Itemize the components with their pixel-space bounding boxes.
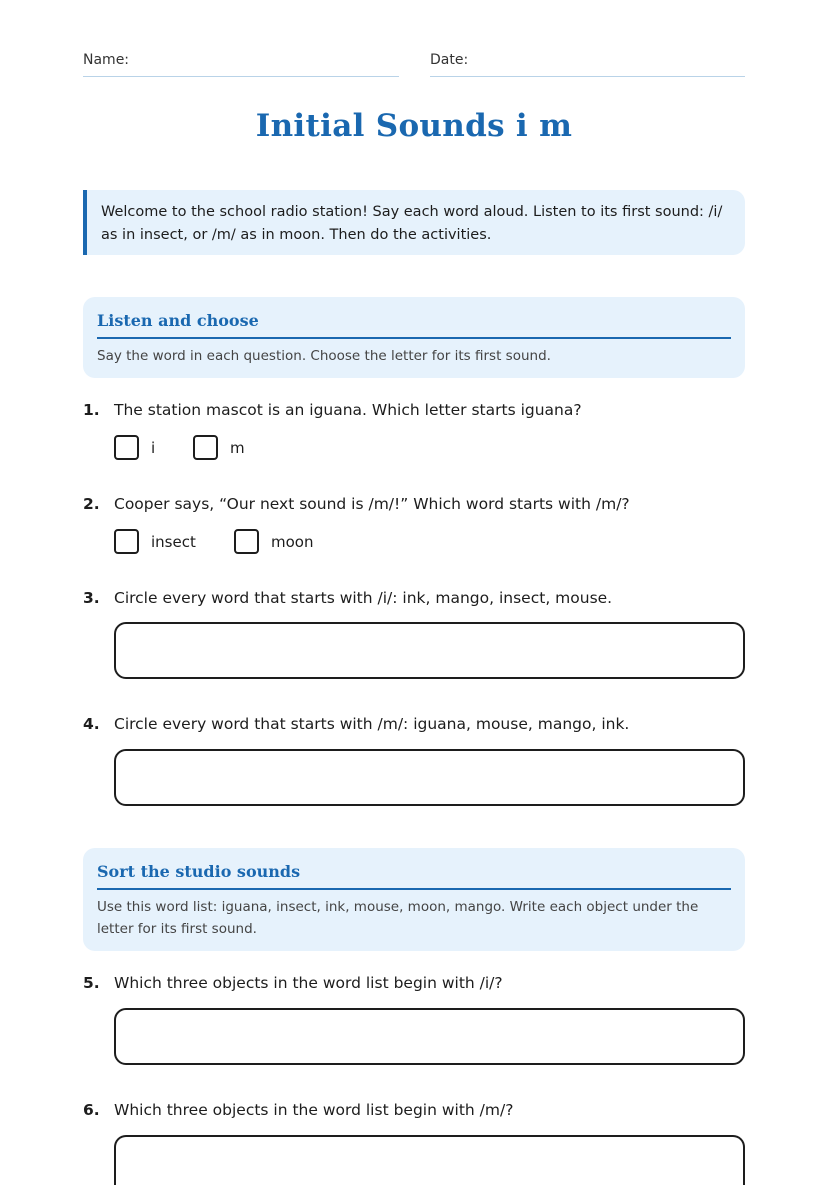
answer-box-3[interactable] [114,622,745,679]
page-title: Initial Sounds i m [255,108,573,144]
option-m[interactable] [193,435,245,460]
question-text: Cooper says, “Our next sound is /m/!” Which word starts with /m/? [114,495,630,513]
section-sort-the-studio-sounds [83,848,745,951]
question-5 [83,974,503,992]
option-label: m [230,438,245,457]
section-heading: Listen and choose [97,311,731,339]
question-text: Circle every word that starts with /m/: iguana, mouse, mango, ink. [114,715,630,733]
name-field[interactable] [83,76,399,77]
question-text: The station mascot is an iguana. Which letter starts iguana? [114,401,582,419]
date-field[interactable] [430,76,745,77]
name-label: Name: [83,52,130,68]
option-label: i [151,438,156,457]
question-number: 5. [83,974,100,992]
section-instructions: Say the word in each question. Choose the letter for its first sound. [97,348,551,364]
question-number: 4. [83,715,100,733]
question-number: 3. [83,589,100,607]
checkbox[interactable] [114,529,139,554]
section-heading: Sort the studio sounds [97,862,731,890]
checkbox[interactable] [114,435,139,460]
option-label: insect [151,532,196,551]
option-i[interactable] [114,435,155,460]
question-number: 6. [83,1101,100,1119]
section-instructions: Use this word list: iguana, insect, ink, mouse, moon, mango. Write each object under the letter for its first sound. [97,899,699,937]
date-label: Date: [430,52,469,68]
option-moon[interactable] [234,529,313,554]
intro-callout: Welcome to the school radio station! Say each word aloud. Listen to its first sound: /i/ as in insect, or /m/ as in moon. Then do the activities. [83,190,745,255]
question-text: Circle every word that starts with /i/: ink, mango, insect, mouse. [114,589,613,607]
question-6 [83,1101,513,1119]
question-1 [83,401,582,419]
question-text: Which three objects in the word list begin with /i/? [114,974,503,992]
option-insect[interactable] [114,529,196,554]
checkbox[interactable] [234,529,259,554]
checkbox[interactable] [193,435,218,460]
answer-box-6[interactable] [114,1135,745,1185]
question-text: Which three objects in the word list begin with /m/? [114,1101,514,1119]
answer-box-5[interactable] [114,1008,745,1065]
answer-box-4[interactable] [114,749,745,806]
question-number: 2. [83,495,100,513]
question-number: 1. [83,401,100,419]
section-listen-and-choose [83,297,745,378]
question-3 [83,589,612,607]
option-label: moon [271,532,314,551]
question-4 [83,715,629,733]
question-2 [83,495,630,513]
